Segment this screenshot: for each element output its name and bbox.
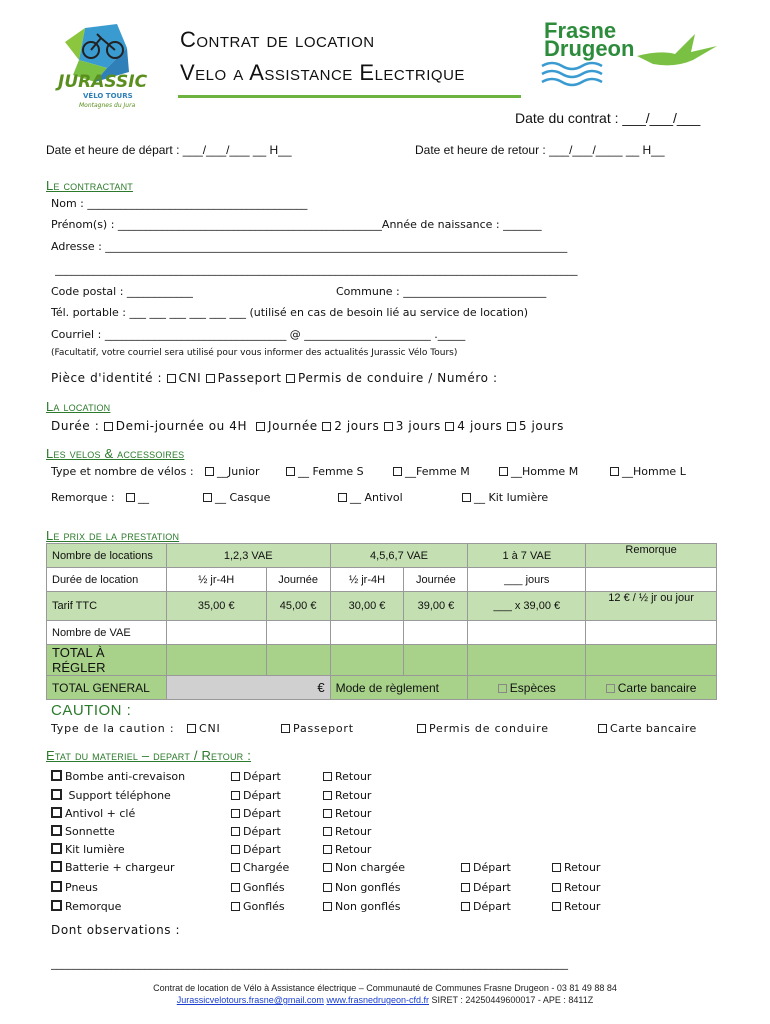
table-cell: Durée de location xyxy=(47,568,167,592)
checkbox-icon xyxy=(187,724,196,733)
checkbox-icon xyxy=(322,422,331,431)
checkbox-icon xyxy=(384,422,393,431)
casque-option[interactable]: __ Casque xyxy=(203,491,270,504)
etat-retour[interactable]: Retour xyxy=(552,900,600,913)
jurassic-velo-tours-logo xyxy=(55,20,150,120)
table-row xyxy=(47,645,717,676)
courriel-note: (Facultatif, votre courriel sera utilisé pour vous informer des actualités Jurassic Vélo Tours) xyxy=(51,348,458,358)
checkbox-icon xyxy=(323,863,332,872)
checkbox-icon xyxy=(286,467,295,476)
checkbox-icon xyxy=(323,772,332,781)
table-cell[interactable] xyxy=(330,621,404,645)
caution-type-label: Type de la caution : xyxy=(51,722,175,735)
table-cell: 45,00 € xyxy=(266,592,330,621)
etat-retour[interactable]: Retour xyxy=(323,825,371,838)
checkbox-icon xyxy=(323,845,332,854)
logo-text-jurassic: JURASSIC xyxy=(58,72,148,92)
caution-passeport[interactable]: Passeport xyxy=(281,722,354,735)
table-cell xyxy=(266,645,330,676)
etat-retour[interactable]: Retour xyxy=(552,881,600,894)
piece-identite-label: Pièce d'identité : xyxy=(51,371,163,385)
footer-siret: SIRET : 24250449600017 - APE : 8411Z xyxy=(428,995,594,1005)
table-cell: 4,5,6,7 VAE xyxy=(330,544,468,568)
etat-item-sonnette[interactable]: Sonnette xyxy=(51,825,115,838)
remorque-option[interactable]: __ xyxy=(126,491,149,504)
table-cell: Nombre de locations xyxy=(47,544,167,568)
table-cell[interactable] xyxy=(404,621,468,645)
checkbox-icon xyxy=(507,422,516,431)
checkbox-icon xyxy=(323,883,332,892)
etat-retour[interactable]: Retour xyxy=(323,789,371,802)
courriel-field[interactable]: Courriel : _________________________________ @ _______________________ ._____ xyxy=(51,328,466,341)
etat-non-gonfles[interactable]: Non gonflés xyxy=(323,900,401,913)
table-cell: Tarif TTC xyxy=(47,592,167,621)
checkbox-icon xyxy=(51,843,62,854)
nom-field[interactable]: Nom : ________________________________________ xyxy=(51,197,308,210)
checkbox-icon xyxy=(606,684,615,693)
checkbox-icon xyxy=(499,467,508,476)
checkbox-icon xyxy=(231,902,240,911)
checkbox-icon xyxy=(51,900,62,911)
total-general-value[interactable]: € xyxy=(166,676,330,700)
etat-retour[interactable]: Retour xyxy=(323,770,371,783)
piece-option-cni[interactable]: CNI xyxy=(167,371,202,385)
etat-depart[interactable]: Départ xyxy=(231,843,281,856)
checkbox-icon xyxy=(338,493,347,502)
title-line-1: Contrat de location xyxy=(180,27,375,52)
checkbox-icon xyxy=(445,422,454,431)
type-homme-l[interactable]: __Homme L xyxy=(610,465,686,478)
etat-non-chargee[interactable]: Non chargée xyxy=(323,861,405,874)
table-cell[interactable] xyxy=(166,621,266,645)
checkbox-icon xyxy=(323,791,332,800)
checkbox-icon xyxy=(323,827,332,836)
etat-retour[interactable]: Retour xyxy=(323,843,371,856)
footer-website-link[interactable]: www.frasnedrugeon-cfd.fr xyxy=(326,995,429,1005)
etat-depart[interactable]: Départ xyxy=(461,881,511,894)
table-cell[interactable] xyxy=(468,621,586,645)
table-cell: ½ jr-4H xyxy=(330,568,404,592)
footer-line-1: Contrat de location de Vélo à Assistance électrique – Communauté de Communes Frasne Drugeon - 03 81 49 88 84 xyxy=(153,983,617,993)
piece-identite-row xyxy=(51,371,498,385)
checkbox-icon xyxy=(552,902,561,911)
etat-non-gonfles[interactable]: Non gonflés xyxy=(323,881,401,894)
duree-option-4-jours[interactable]: 4 jours xyxy=(445,419,502,433)
etat-retour[interactable]: Retour xyxy=(323,807,371,820)
section-prix: Le prix de la prestation xyxy=(46,528,180,543)
etat-chargee[interactable]: Chargée xyxy=(231,861,289,874)
checkbox-icon xyxy=(323,902,332,911)
duree-row xyxy=(51,419,564,433)
table-cell: 12 € / ½ jr ou jour xyxy=(586,592,717,621)
table-cell: 35,00 € xyxy=(166,592,266,621)
etat-retour[interactable]: Retour xyxy=(552,861,600,874)
etat-depart[interactable]: Départ xyxy=(231,825,281,838)
checkbox-icon xyxy=(51,861,62,872)
table-row xyxy=(47,568,717,592)
logo-text-drugeon: Drugeon xyxy=(544,36,635,61)
checkbox-icon xyxy=(286,374,295,383)
table-cell xyxy=(166,645,266,676)
table-cell: Nombre de VAE xyxy=(47,621,167,645)
total-a-regler: TOTAL À RÉGLER xyxy=(47,645,167,676)
adresse-field[interactable]: Adresse : ____________________________________________________________________________________ xyxy=(51,240,568,253)
checkbox-icon xyxy=(231,863,240,872)
table-cell xyxy=(586,645,717,676)
footer-line-2 xyxy=(0,995,770,1005)
checkbox-icon xyxy=(256,422,265,431)
table-cell: 1,2,3 VAE xyxy=(166,544,330,568)
table-cell xyxy=(586,568,717,592)
tel-field[interactable]: Tél. portable : ___ ___ ___ ___ ___ ___ (utilisé en cas de besoin lié au service de location) xyxy=(51,306,529,319)
checkbox-icon xyxy=(552,883,561,892)
type-femme-m[interactable]: __Femme M xyxy=(393,465,470,478)
table-cell[interactable] xyxy=(586,621,717,645)
section-caution: CAUTION : xyxy=(51,702,132,719)
logo-text-velo-tours: VÉLO TOURS xyxy=(83,92,133,100)
commune-field[interactable]: Commune : __________________________ xyxy=(336,285,547,298)
etat-depart[interactable]: Départ xyxy=(461,861,511,874)
type-homme-m[interactable]: __Homme M xyxy=(499,465,578,478)
etat-depart[interactable]: Départ xyxy=(231,807,281,820)
title-line-2: Velo a Assistance Electrique xyxy=(180,60,465,85)
checkbox-icon xyxy=(610,467,619,476)
duree-option-3-jours[interactable]: 3 jours xyxy=(384,419,441,433)
etat-item-support[interactable]: Support téléphone xyxy=(51,789,171,802)
etat-depart[interactable]: Départ xyxy=(231,770,281,783)
mode-especes[interactable]: Espèces xyxy=(468,676,586,700)
checkbox-icon xyxy=(231,772,240,781)
code-postal-field[interactable]: Code postal : ____________ xyxy=(51,285,193,298)
table-cell xyxy=(330,645,404,676)
etat-item-batterie[interactable]: Batterie + chargeur xyxy=(51,861,175,874)
checkbox-icon xyxy=(598,724,607,733)
title-underline xyxy=(178,95,521,98)
observations-line[interactable]: ______________________________________________________________________________________________ xyxy=(51,957,568,970)
table-row xyxy=(47,676,717,700)
checkbox-icon xyxy=(51,807,62,818)
date-retour[interactable]: Date et heure de retour : ___/___/____ __ H__ xyxy=(415,143,665,157)
checkbox-icon xyxy=(461,863,470,872)
table-cell[interactable]: ___ x 39,00 € xyxy=(468,592,586,621)
checkbox-icon xyxy=(231,809,240,818)
duree-option-2-jours[interactable]: 2 jours xyxy=(322,419,379,433)
table-cell: Journée xyxy=(266,568,330,592)
table-cell[interactable] xyxy=(266,621,330,645)
prenom-field[interactable]: Prénom(s) : ________________________________________________Année de naissance : _______ xyxy=(51,218,542,231)
table-cell: 30,00 € xyxy=(330,592,404,621)
kit-lumiere-option[interactable]: __ Kit lumière xyxy=(462,491,548,504)
checkbox-icon xyxy=(126,493,135,502)
duree-option-5-jours[interactable]: 5 jours xyxy=(507,419,564,433)
logo-text-montagnes: Montagnes du Jura xyxy=(79,102,136,109)
remorque-label: Remorque : xyxy=(51,491,115,504)
caution-cni[interactable]: CNI xyxy=(187,722,221,735)
checkbox-icon xyxy=(462,493,471,502)
checkbox-icon xyxy=(461,883,470,892)
etat-item-pneus[interactable]: Pneus xyxy=(51,881,98,894)
date-depart[interactable]: Date et heure de départ : ___/___/___ __ H__ xyxy=(46,143,292,157)
etat-item-remorque[interactable]: Remorque xyxy=(51,900,121,913)
price-table xyxy=(46,543,717,700)
table-row xyxy=(47,592,717,621)
logo-text-frasne: Frasne xyxy=(544,18,617,43)
checkbox-icon xyxy=(104,422,113,431)
checkbox-icon xyxy=(417,724,426,733)
bird-icon xyxy=(635,28,720,78)
checkbox-icon xyxy=(205,467,214,476)
etat-depart[interactable]: Départ xyxy=(461,900,511,913)
checkbox-icon xyxy=(231,791,240,800)
duree-option-journee[interactable]: Journée xyxy=(256,419,318,433)
date-contrat[interactable]: Date du contrat : ___/___/___ xyxy=(515,110,701,126)
table-cell: Remorque xyxy=(586,544,717,568)
etat-item-bombe[interactable]: Bombe anti-crevaison xyxy=(51,770,185,783)
piece-option-passeport[interactable]: Passeport xyxy=(206,371,282,385)
duree-option-demi-journee[interactable]: Demi-journée ou 4H xyxy=(104,419,247,433)
section-location: La location xyxy=(46,399,111,414)
total-general: TOTAL GENERAL xyxy=(47,676,167,700)
checkbox-icon xyxy=(552,863,561,872)
checkbox-icon xyxy=(231,883,240,892)
antivol-option[interactable]: __ Antivol xyxy=(338,491,403,504)
type-femme-s[interactable]: __ Femme S xyxy=(286,465,364,478)
checkbox-icon xyxy=(323,809,332,818)
table-cell: 39,00 € xyxy=(404,592,468,621)
table-cell: Journée xyxy=(404,568,468,592)
caution-permis[interactable]: Permis de conduire xyxy=(417,722,549,735)
checkbox-icon xyxy=(498,684,507,693)
footer-email-link[interactable]: Jurassicvelotours.frasne@gmail.com xyxy=(176,995,324,1005)
table-cell: ½ jr-4H xyxy=(166,568,266,592)
table-row xyxy=(47,544,717,568)
type-velos-label: Type et nombre de vélos : xyxy=(51,465,194,478)
checkbox-icon xyxy=(231,845,240,854)
checkbox-icon xyxy=(203,493,212,502)
mode-carte[interactable]: Carte bancaire xyxy=(586,676,717,700)
etat-gonfles[interactable]: Gonflés xyxy=(231,881,285,894)
etat-item-antivol[interactable]: Antivol + clé xyxy=(51,807,135,820)
frasne-drugeon-logo xyxy=(540,18,720,93)
etat-item-kit-lumiere[interactable]: Kit lumière xyxy=(51,843,125,856)
table-cell xyxy=(468,645,586,676)
checkbox-icon xyxy=(206,374,215,383)
checkbox-icon xyxy=(393,467,402,476)
caution-carte[interactable]: Carte bancaire xyxy=(598,722,697,735)
checkbox-icon xyxy=(51,789,62,800)
checkbox-icon xyxy=(51,825,62,836)
checkbox-icon xyxy=(461,902,470,911)
checkbox-icon xyxy=(281,724,290,733)
table-cell[interactable]: ___ jours xyxy=(468,568,586,592)
duree-label: Durée : xyxy=(51,419,100,433)
table-cell xyxy=(404,645,468,676)
mode-reglement: Mode de règlement xyxy=(330,676,468,700)
piece-option-permis[interactable]: Permis de conduire / Numéro : xyxy=(286,371,498,385)
etat-depart[interactable]: Départ xyxy=(231,789,281,802)
checkbox-icon xyxy=(231,827,240,836)
checkbox-icon xyxy=(167,374,176,383)
section-velos: Les velos & accessoires xyxy=(46,446,185,461)
section-etat-materiel: Etat du materiel – depart / Retour : xyxy=(46,748,252,763)
section-contractant: Le contractant xyxy=(46,178,133,193)
etat-gonfles[interactable]: Gonflés xyxy=(231,900,285,913)
table-row xyxy=(47,621,717,645)
type-junior[interactable]: __Junior xyxy=(205,465,260,478)
checkbox-icon xyxy=(51,881,62,892)
adresse-field-2[interactable]: _______________________________________________________________________________________________ xyxy=(55,263,578,276)
table-cell: 1 à 7 VAE xyxy=(468,544,586,568)
checkbox-icon xyxy=(51,770,62,781)
observations-label: Dont observations : xyxy=(51,923,181,937)
